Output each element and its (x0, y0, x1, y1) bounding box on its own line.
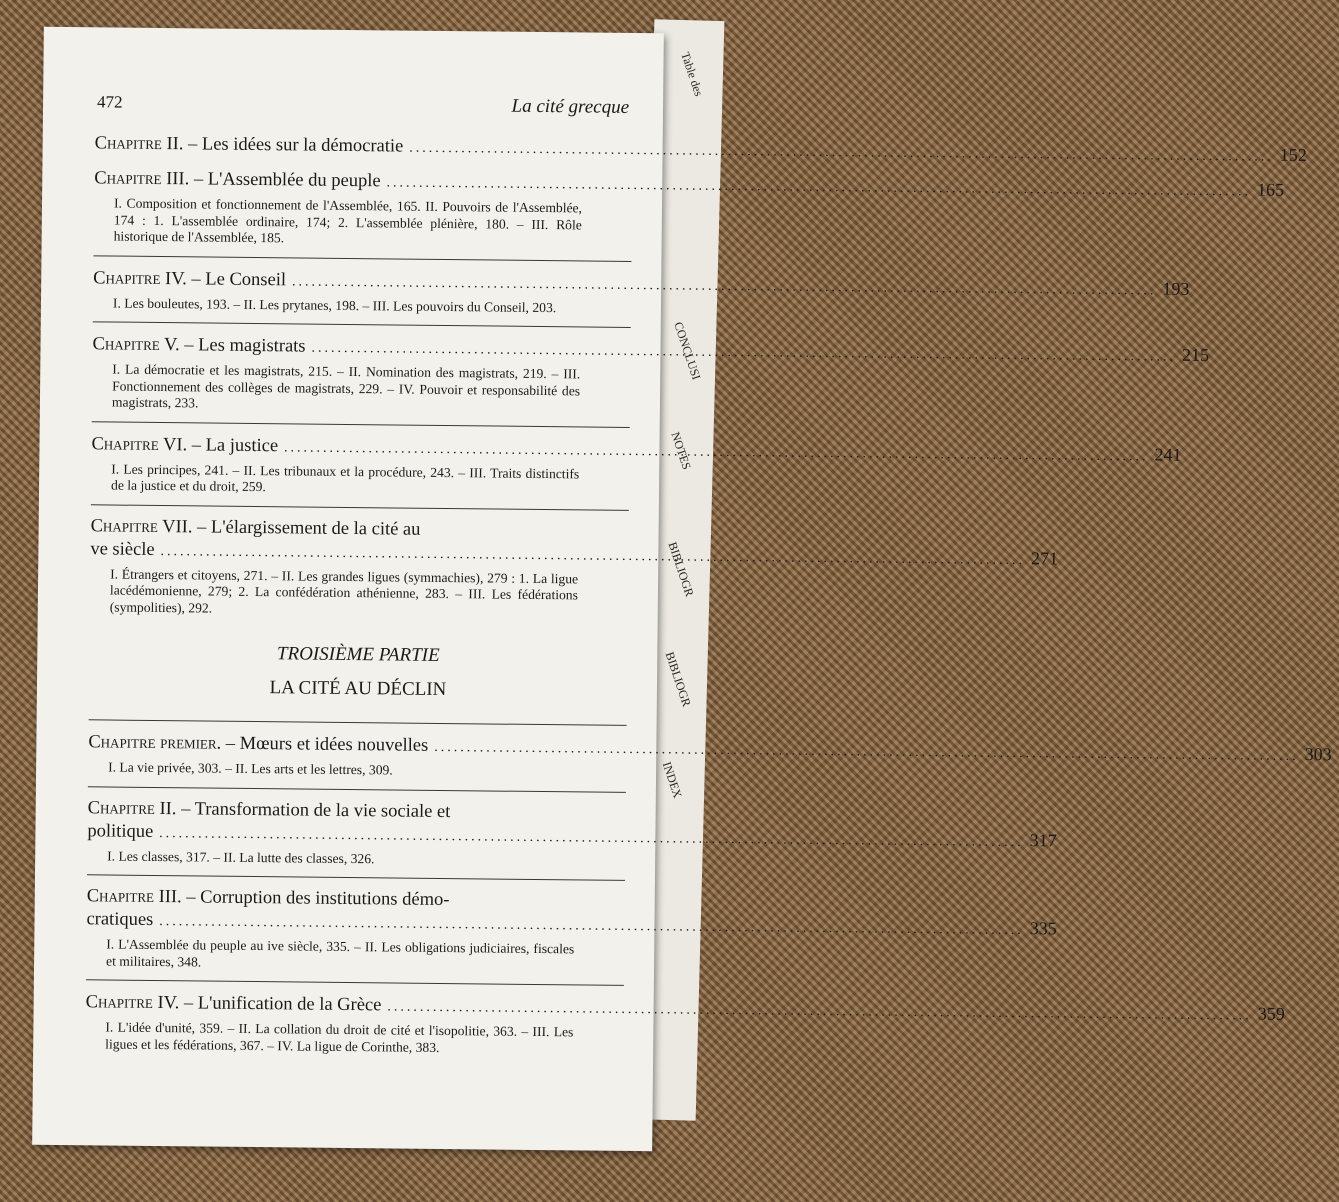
divider (88, 786, 626, 793)
chapter-label: Chapitre II. (94, 133, 184, 155)
page-number: 472 (96, 92, 123, 112)
toc-entry (93, 266, 1190, 317)
chapter-title-continued: cratiques (86, 909, 154, 930)
chapter-page: 193 (1162, 278, 1190, 299)
running-head (97, 91, 629, 119)
running-title: La cité grecque (511, 95, 630, 118)
chapter-page: 271 (1030, 547, 1059, 568)
chapter-label: Chapitre premier. (88, 732, 222, 754)
chapter-label: Chapitre VI. (91, 433, 188, 455)
divider (93, 255, 631, 262)
chapter-page: 165 (1256, 179, 1285, 200)
part-subtitle: LA CITÉ AU DÉCLIN (269, 677, 447, 701)
divider (91, 504, 629, 511)
chapter-summary: I. Étrangers et citoyens, 271. – II. Les grandes ligues (symmachies), 279 : 1. La ligue lacédémonienne, 279; 2. La confédération athénienne, 283. – III. Les fédérations (sympolities), 292. (109, 566, 579, 616)
chapter-summary: I. Les bouleutes, 193. – II. Les prytanes, 198. – III. Les pouvoirs du Conseil, 203. (112, 295, 557, 315)
chapter-title: – Le Conseil (191, 268, 287, 290)
chapter-summary: I. L'Assemblée du peuple au ive siècle, 335. – II. Les obligations judiciaires, fiscales et militaires, 348. (106, 936, 575, 969)
chapter-title-continued: politique (87, 820, 154, 842)
chapter-label: Chapitre V. (92, 334, 180, 356)
divider (92, 421, 630, 428)
chapter-title: – L'élargissement de la cité au (196, 516, 421, 540)
chapter-page: 152 (1279, 144, 1307, 166)
adjacent-page-text: NOTES (668, 430, 694, 472)
chapter-label: Chapitre IV. (85, 992, 180, 1014)
adjacent-page-text: Table des (678, 50, 707, 98)
toc-entry (86, 885, 1057, 975)
toc-entry (94, 131, 1307, 166)
chapter-page: 241 (1154, 443, 1182, 465)
chapter-summary: I. La vie privée, 303. – II. Les arts et les lettres, 309. (108, 759, 393, 778)
chapter-title: – L'unification de la Grèce (183, 993, 382, 1016)
adjacent-page-text: CONCLUSI (671, 320, 704, 382)
chapter-title: – Transformation de la vie sociale et (181, 798, 451, 822)
divider (86, 979, 624, 986)
part-heading (89, 641, 628, 703)
adjacent-page-text: BIBLIOGR (665, 540, 697, 599)
chapter-summary: I. Les classes, 317. – II. La lutte des classes, 326. (107, 847, 375, 866)
chapter-title: – Corruption des institutions démo- (186, 887, 450, 911)
chapter-page: 303 (1304, 744, 1332, 765)
toc-entry (87, 797, 1057, 870)
part-title: TROISIÈME PARTIE (276, 643, 440, 666)
adjacent-page-text: BIBLIOGR (662, 650, 694, 709)
chapter-page: 215 (1181, 344, 1210, 366)
chapter-title-continued: ve siècle (90, 538, 155, 560)
chapter-label: Chapitre III. (86, 886, 182, 908)
chapter-summary: I. La démocratie et les magistrats, 215. – II. Nomination des magistrats, 219. – III. Fonctionnement des collèges de magistrats, 229. – IV. Pouvoir et responsabilité des magistrats, 233. (111, 361, 581, 411)
chapter-label: Chapitre VII. (90, 515, 193, 537)
toc-entry (94, 166, 1285, 250)
divider (93, 321, 631, 328)
chapter-title: – L'Assemblée du peuple (193, 169, 381, 192)
divider (89, 719, 627, 726)
chapter-page: 359 (1257, 1003, 1285, 1024)
chapter-summary: I. Composition et fonctionnement de l'Assemblée, 165. II. Pouvoirs de l'Assemblée, 174 : 1. L'assemblée ordinaire, 174; 2. L'assemblée plénière, 180. – III. Rôle historique de l'Assemblée, 185. (113, 195, 583, 246)
chapter-label: Chapitre II. (87, 797, 177, 819)
toc-entry (85, 990, 1285, 1058)
chapter-title: – Les magistrats (184, 335, 306, 357)
chapter-page: 335 (1029, 918, 1057, 939)
divider (87, 874, 625, 881)
adjacent-page-text: INDEX (659, 760, 685, 800)
chapter-page: 317 (1029, 829, 1057, 850)
chapter-title: – Les idées sur la démocratie (187, 134, 404, 157)
chapter-summary: I. Les principes, 241. – II. Les tribunaux et la procédure, 243. – III. Traits distinctifs de la justice et du droit, 259. (110, 461, 580, 495)
chapter-title: – Mœurs et idées nouvelles (225, 733, 429, 756)
chapter-label: Chapitre IV. (93, 267, 187, 289)
chapter-summary: I. L'idée d'unité, 359. – II. La collation du droit de cité et l'isopolitie, 363. – III. Les ligues et les fédérations, 367. – IV. La ligue de Corinthe, 383. (105, 1019, 574, 1055)
chapter-title: – La justice (191, 434, 279, 456)
chapter-label: Chapitre III. (94, 168, 190, 190)
